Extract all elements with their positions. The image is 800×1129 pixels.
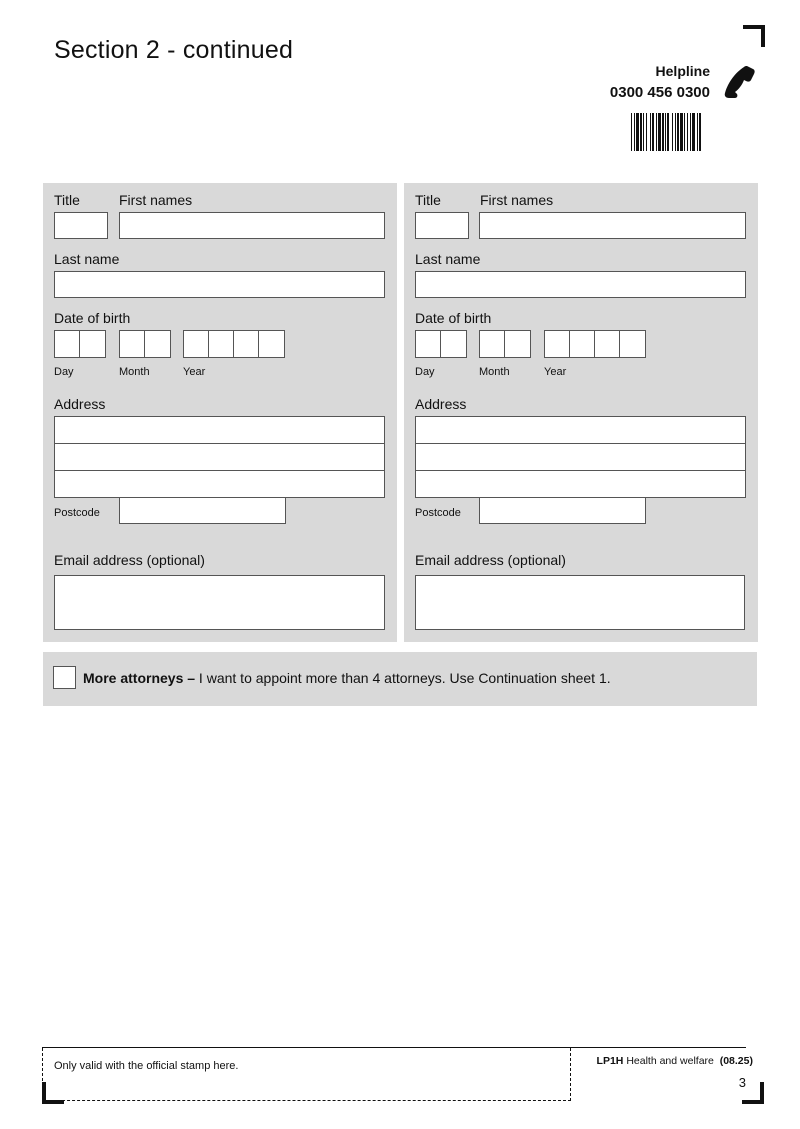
title-field[interactable] (415, 212, 469, 239)
registration-mark-bottom-left (42, 1082, 64, 1104)
dob-label: Date of birth (54, 310, 131, 326)
month-label: Month (479, 366, 510, 378)
first-names-label: First names (480, 192, 554, 208)
more-attorneys-option (43, 652, 757, 706)
form-name: Health and welfare (626, 1055, 714, 1067)
postcode-label: Postcode (415, 507, 461, 519)
form-reference (597, 1055, 753, 1068)
phone-icon (722, 64, 756, 100)
more-attorneys-text (83, 669, 611, 687)
attorney-panel-right (404, 183, 758, 642)
dob-day-field[interactable] (415, 330, 467, 358)
year-label: Year (183, 366, 206, 378)
postcode-field[interactable] (119, 497, 286, 524)
address-line-1-field[interactable] (54, 416, 385, 444)
postcode-field[interactable] (479, 497, 646, 524)
email-label: Email address (optional) (415, 552, 566, 568)
helpline-number: 0300 456 0300 (609, 84, 710, 101)
address-line-2-field[interactable] (54, 443, 385, 471)
first-names-label: First names (119, 192, 193, 208)
dob-month-field[interactable] (479, 330, 531, 358)
last-name-label: Last name (54, 251, 120, 267)
official-stamp-area (42, 1048, 571, 1101)
last-name-label: Last name (415, 251, 481, 267)
last-name-field[interactable] (54, 271, 385, 298)
email-field[interactable] (415, 575, 745, 630)
address-line-3-field[interactable] (415, 470, 746, 498)
form-code: LP1H (596, 1055, 624, 1067)
dob-year-field[interactable] (183, 330, 285, 358)
registration-mark-bottom-right (742, 1082, 764, 1104)
title-field[interactable] (54, 212, 108, 239)
registration-mark-top-right (743, 25, 765, 47)
year-label: Year (544, 366, 567, 378)
address-line-3-field[interactable] (54, 470, 385, 498)
title-label: Title (415, 192, 441, 208)
more-attorneys-checkbox[interactable] (53, 666, 76, 689)
form-version: (08.25) (719, 1055, 753, 1067)
title-label: Title (54, 192, 80, 208)
address-line-1-field[interactable] (415, 416, 746, 444)
first-names-field[interactable] (479, 212, 746, 239)
more-attorneys-description: I want to appoint more than 4 attorneys. Use Continuation sheet 1. (195, 670, 611, 686)
month-label: Month (119, 366, 150, 378)
barcode-icon (630, 113, 746, 151)
dob-label: Date of birth (415, 310, 492, 326)
stamp-instruction: Only valid with the official stamp here. (54, 1060, 239, 1072)
attorney-panel-left (43, 183, 397, 642)
dob-month-field[interactable] (119, 330, 171, 358)
more-attorneys-heading: More attorneys – (83, 670, 196, 686)
email-label: Email address (optional) (54, 552, 205, 568)
email-field[interactable] (54, 575, 385, 630)
helpline-label: Helpline (655, 63, 710, 79)
first-names-field[interactable] (119, 212, 385, 239)
helpline (610, 63, 710, 105)
dob-year-field[interactable] (544, 330, 646, 358)
postcode-label: Postcode (54, 507, 100, 519)
dob-day-field[interactable] (54, 330, 106, 358)
day-label: Day (415, 366, 435, 378)
page-number: 3 (738, 1075, 746, 1090)
address-label: Address (54, 396, 106, 412)
last-name-field[interactable] (415, 271, 746, 298)
page-title: Section 2 - continued (54, 36, 294, 64)
day-label: Day (54, 366, 74, 378)
address-label: Address (415, 396, 467, 412)
address-line-2-field[interactable] (415, 443, 746, 471)
